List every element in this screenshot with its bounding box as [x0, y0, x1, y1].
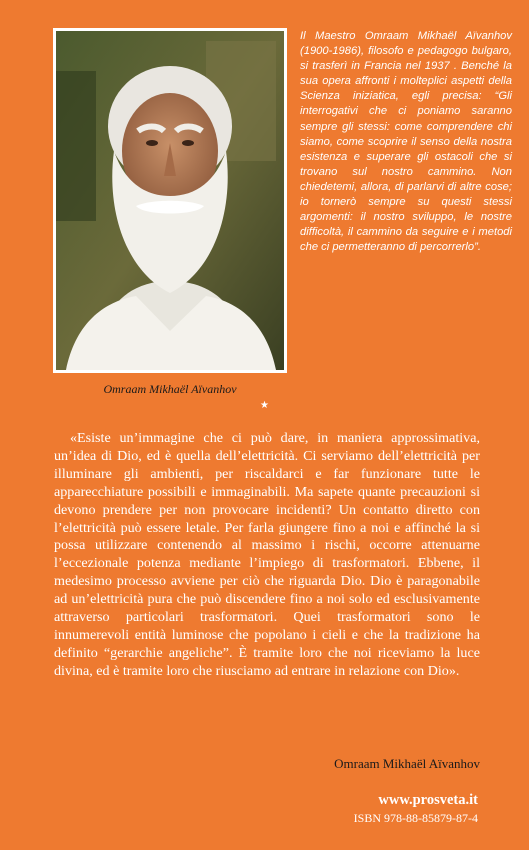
main-quote: «Esiste un’immagine che ci può dare, in maniera approssimativa, un’idea di Dio, ed è quella dell’elettricità. Ci serviamo dell’elettricità per illuminare gli ambienti, per riscaldarci e far funzionare tutte le apparecchiature possibili e immaginabili. Ma sapete quante precauzioni si devono prendere per non provocare incidenti? Un contatto diretto con l’elettricità può essere letale. Per farla giungere fino a noi e affinché la si possa utilizzare contenendo al massimo i rischi, occorre attenuarne l’eccezionale potenza mediante l’impiego di trasformatori. Ebbene, il medesimo processo avviene per ciò che riguarda Dio. Dio è paragonabile ad un’elettricità pura che può discendere fino a noi solo ed esclusivamente attraverso particolari trasformatori. Quei trasformatori sono le innumerevoli entità luminose che popolano i cieli e che la tradizione ha definito “gerarchie angeliche”. È tramite loro che noi riceviamo la luce divina, ed è tramite loro che riusciamo ad entrare in relazione con Dio». — [54, 430, 480, 679]
author-photo — [53, 28, 287, 373]
isbn-number: ISBN 978-88-85879-87-4 — [353, 811, 478, 825]
author-biography: Il Maestro Omraam Mikhaël Aïvanhov (1900-1986), filosofo e pedagogo bulgaro, si trasferì in Francia nel 1937 . Benché la sua opera affronti i molteplici aspetti della Scienza iniziatica, egli precisa: “Gli interrogativi che ci poniamo saranno sempre gli stessi: come comprendere chi siamo, come scoprire il senso della nostra esistenza e superare gli ostacoli che si trovano sul nostro cammino. Non chiedetemi, allora, di parlarvi di altre cose; io tornerò sempre su questi stessi argomenti: il nostro sviluppo, le nostre difficoltà, il cammino da seguire e i metodi che ci permetteranno di percorrerlo”. — [300, 30, 512, 254]
portrait-photo-icon — [56, 31, 284, 370]
photo-caption: Omraam Mikhaël Aïvanhov — [103, 382, 237, 396]
quote-author: Omraam Mikhaël Aïvanhov — [334, 756, 480, 771]
publisher-website: www.prosveta.it — [378, 792, 478, 808]
star-separator-icon: ★ — [260, 400, 269, 411]
